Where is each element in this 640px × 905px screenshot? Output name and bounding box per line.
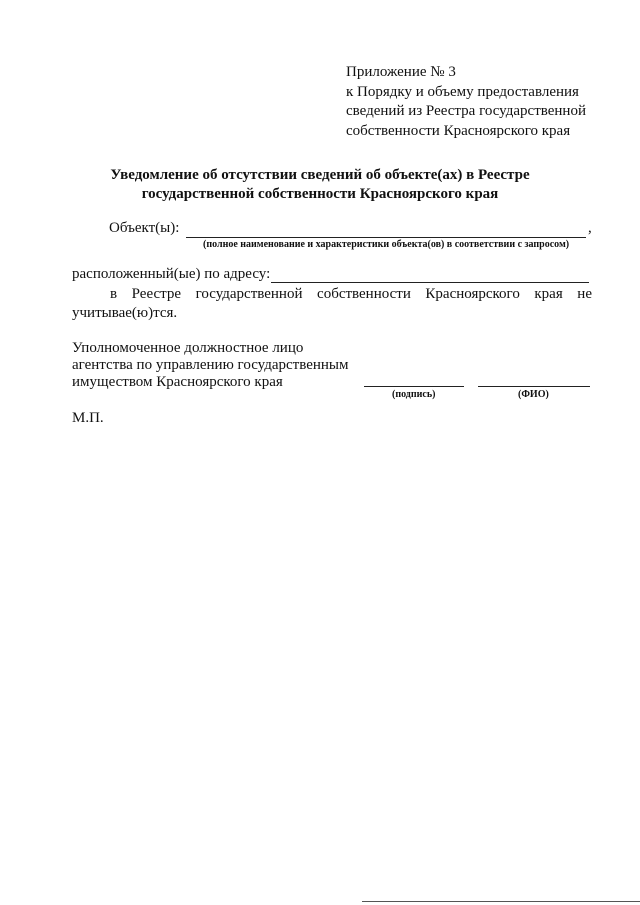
signature-caption: (подпись) bbox=[392, 389, 436, 400]
official-line-3: имуществом Красноярского края bbox=[72, 374, 283, 390]
signature-line[interactable] bbox=[364, 386, 464, 387]
name-line[interactable] bbox=[478, 386, 590, 387]
statement-word: не bbox=[577, 286, 592, 302]
statement-word: государственной bbox=[195, 286, 303, 302]
statement-line-1 bbox=[72, 286, 592, 303]
statement-line-2: учитывае(ю)тся. bbox=[72, 305, 178, 321]
statement-word: края bbox=[534, 286, 563, 302]
appendix-header bbox=[346, 63, 586, 141]
official-line-1: Уполномоченное должностное лицо bbox=[72, 340, 304, 356]
statement-word: в bbox=[110, 286, 118, 302]
appendix-ref-line-1: к Порядку и объему предоставления bbox=[346, 83, 579, 100]
object-trailing-comma: , bbox=[588, 220, 592, 236]
statement-word: Красноярского bbox=[425, 286, 520, 302]
object-input-line[interactable] bbox=[186, 237, 586, 238]
address-label: расположенный(ые) по адресу: bbox=[72, 266, 271, 282]
statement-word: собственности bbox=[317, 286, 411, 302]
appendix-ref-line-3: собственности Красноярского края bbox=[346, 122, 571, 139]
bottom-divider bbox=[362, 901, 640, 902]
appendix-ref-line-2: сведений из Реестра государственной bbox=[346, 103, 586, 119]
address-input-line[interactable] bbox=[271, 282, 589, 283]
statement-word: Реестре bbox=[131, 286, 182, 302]
object-caption: (полное наименование и характеристики объекта(ов) в соответствии с запросом) bbox=[203, 239, 570, 250]
name-caption: (ФИО) bbox=[518, 389, 549, 400]
object-label: Объект(ы): bbox=[109, 220, 180, 236]
appendix-number: Приложение № 3 bbox=[346, 64, 456, 80]
document-title-line-1: Уведомление об отсутствии сведений об объекте(ах) в Реестре bbox=[110, 167, 530, 183]
document-title-line-2: государственной собственности Красноярского края bbox=[141, 186, 499, 202]
stamp-place: М.П. bbox=[72, 410, 104, 426]
official-line-2: агентства по управлению государственным bbox=[72, 357, 349, 373]
